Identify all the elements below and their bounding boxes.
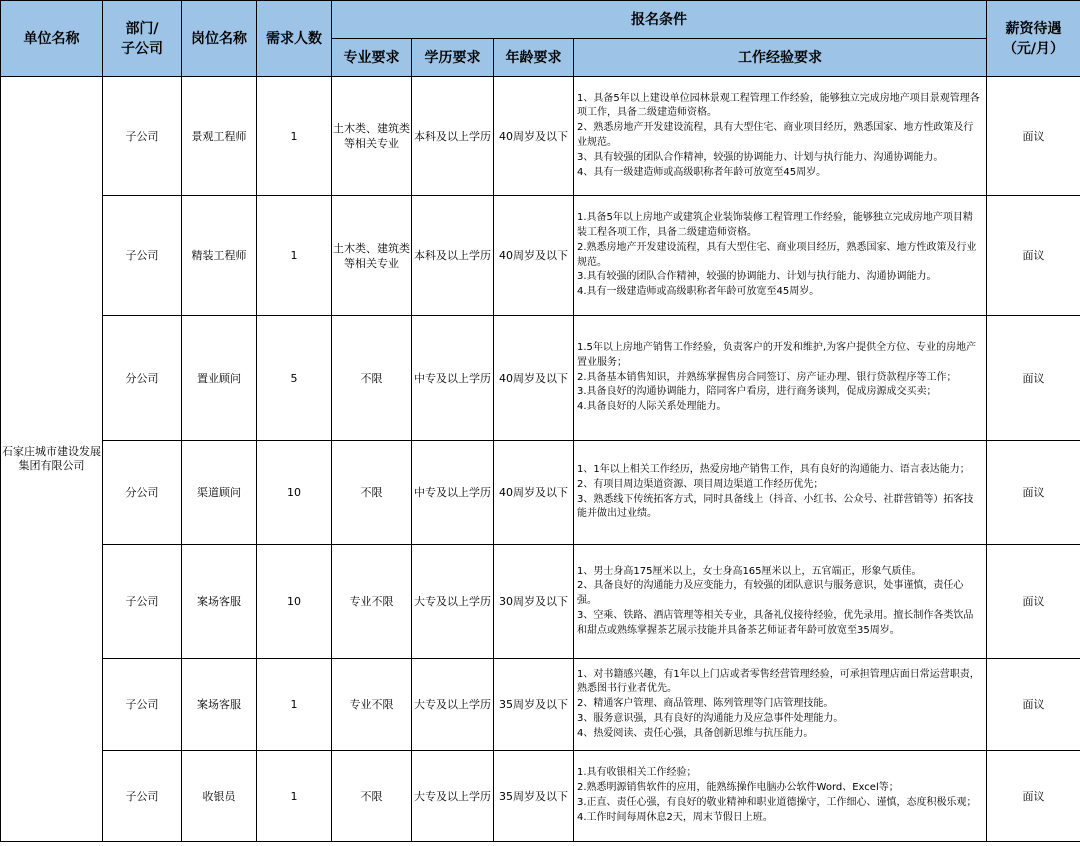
table-row (1, 77, 1080, 196)
education-cell: 本科及以上学历 (412, 196, 494, 316)
position-cell: 景观工程师 (182, 77, 257, 196)
table-row (1, 196, 1080, 316)
experience-cell (574, 196, 987, 316)
experience-line: 4.工作时间每周休息2天，周末节假日上班。 (577, 811, 773, 823)
table-row (1, 751, 1080, 842)
experience-cell (574, 316, 987, 441)
education-cell: 中专及以上学历 (412, 316, 494, 441)
company-name-cell: 石家庄城市建设发展集团有限公司 (1, 77, 103, 842)
dept-cell: 子公司 (103, 545, 182, 659)
header-unit-name: 单位名称 (1, 1, 103, 77)
major-cell: 专业不限 (332, 659, 412, 751)
experience-line: 2、熟悉房地产开发建设流程，具有大型住宅、商业项目经历，熟悉国家、地方性政策及行业规范。 (577, 122, 974, 148)
dept-cell: 子公司 (103, 77, 182, 196)
experience-line: 4.具备良好的人际关系处理能力。 (577, 401, 727, 413)
dept-cell: 分公司 (103, 441, 182, 545)
experience-line: 3、空乘、铁路、酒店管理等相关专业，具备礼仪接待经验，优先录用。擅长制作各类饮品和甜点或熟练掌握茶艺展示技能并具备茶艺师证者年龄可放宽至35周岁。 (577, 609, 974, 636)
experience-line: 2.熟悉明源销售软件的应用，能熟练操作电脑办公软件Word、Excel等； (577, 782, 899, 794)
age-cell: 40周岁及以下 (494, 77, 574, 196)
major-cell: 专业不限 (332, 545, 412, 659)
age-cell: 35周岁及以下 (494, 659, 574, 751)
table-header (1, 1, 1080, 77)
salary-cell: 面议 (987, 545, 1080, 659)
salary-cell: 面议 (987, 659, 1080, 751)
experience-line: 2、精通客户管理、商品管理、陈列管理等门店管理技能。 (577, 698, 834, 710)
salary-cell: 面议 (987, 316, 1080, 441)
count-cell: 1 (257, 77, 332, 196)
experience-cell (574, 441, 987, 545)
header-dept (103, 1, 182, 77)
age-cell: 35周岁及以下 (494, 751, 574, 842)
experience-line: 1、对书籍感兴趣，有1年以上门店或者零售经营管理经验，可承担管理店面日常运营职责，熟悉图书行业者优先。 (577, 668, 980, 695)
header-major: 专业要求 (332, 39, 412, 77)
experience-cell (574, 545, 987, 659)
table-body (1, 77, 1080, 842)
position-cell: 案场客服 (182, 545, 257, 659)
major-cell: 土木类、建筑类等相关专业 (332, 196, 412, 316)
count-cell: 1 (257, 196, 332, 316)
table-row (1, 441, 1080, 545)
experience-line: 1、具备5年以上建设单位园林景观工程管理工作经验，能够独立完成房地产项目景观管理各项工作，具备二级建造师资格。 (577, 92, 980, 119)
age-cell: 40周岁及以下 (494, 316, 574, 441)
experience-line: 2.熟悉房地产开发建设流程，具有大型住宅、商业项目经历，熟悉国家、地方性政策及行业规范。 (577, 241, 977, 268)
experience-line: 1、1年以上相关工作经历，热爱房地产销售工作，具有良好的沟通能力、语言表达能力； (577, 463, 970, 475)
table-row (1, 545, 1080, 659)
experience-line: 3、熟悉线下传统拓客方式，同时具备线上（抖音、小红书、公众号、社群营销等）拓客技能并做出过业绩。 (577, 493, 974, 520)
experience-line: 3.正直、责任心强，有良好的敬业精神和职业道德操守，工作细心、谨慎，态度积极乐观； (577, 797, 977, 808)
experience-line: 4.具有一级建造师或高级职称者年龄可放宽至45周岁。 (577, 286, 820, 298)
age-cell: 40周岁及以下 (494, 441, 574, 545)
experience-line: 4、热爱阅读、责任心强，具备创新思维与抗压能力。 (577, 727, 814, 739)
experience-line: 4、具有一级建造师或高级职称者年龄可放宽至45周岁。 (577, 166, 827, 178)
experience-cell (574, 659, 987, 751)
experience-line: 2、具备良好的沟通能力及应变能力，有较强的团队意识与服务意识，处事谨慎，责任心强。 (577, 580, 964, 607)
dept-cell: 分公司 (103, 316, 182, 441)
salary-cell: 面议 (987, 77, 1080, 196)
position-cell: 置业顾问 (182, 316, 257, 441)
experience-line: 3、服务意识强，具有良好的沟通能力及应急事件处理能力。 (577, 712, 844, 724)
dept-cell: 子公司 (103, 196, 182, 316)
position-cell: 渠道顾问 (182, 441, 257, 545)
header-dept-line2: 子公司 (121, 40, 163, 57)
header-age: 年龄要求 (494, 39, 574, 77)
experience-line: 1、男士身高175厘米以上，女士身高165厘米以上，五官端正，形象气质佳。 (577, 565, 922, 577)
education-cell: 大专及以上学历 (412, 751, 494, 842)
experience-cell (574, 77, 987, 196)
position-cell: 收银员 (182, 751, 257, 842)
major-cell: 土木类、建筑类等相关专业 (332, 77, 412, 196)
header-salary (987, 1, 1080, 77)
major-cell: 不限 (332, 751, 412, 842)
count-cell: 1 (257, 751, 332, 842)
count-cell: 1 (257, 659, 332, 751)
dept-cell: 子公司 (103, 659, 182, 751)
salary-cell: 面议 (987, 196, 1080, 316)
header-salary-line1: 薪资待遇 (1005, 20, 1062, 37)
header-requirements: 报名条件 (332, 1, 987, 39)
dept-cell: 子公司 (103, 751, 182, 842)
experience-line: 3.具有较强的团队合作精神，较强的协调能力、计划与执行能力、沟通协调能力。 (577, 271, 937, 283)
salary-cell: 面议 (987, 751, 1080, 842)
major-cell: 不限 (332, 441, 412, 545)
experience-line: 1.具备5年以上房地产或建筑企业装饰装修工程管理工作经验，能够独立完成房地产项目精装工程各项工作，具备二级建造师资格。 (577, 212, 973, 238)
education-cell: 中专及以上学历 (412, 441, 494, 545)
experience-line: 3.具备良好的沟通协调能力，陪同客户看房，进行商务谈判，促成房源成交买卖； (577, 386, 937, 398)
experience-line: 1.5年以上房地产销售工作经验，负责客户的开发和维护,为客户提供全方位、专业的房地产置业服务； (577, 342, 977, 368)
header-headcount: 需求人数 (257, 1, 332, 77)
table-row (1, 316, 1080, 441)
header-education: 学历要求 (412, 39, 494, 77)
header-salary-line2: （元/月） (1002, 40, 1065, 57)
experience-line: 3、具有较强的团队合作精神，较强的协调能力、计划与执行能力、沟通协调能力。 (577, 151, 944, 163)
table-row (1, 659, 1080, 751)
experience-line: 2、有项目周边渠道资源、项目周边渠道工作经历优先； (577, 478, 824, 490)
count-cell: 10 (257, 545, 332, 659)
experience-line: 2.具备基本销售知识，并熟练掌握售房合同签订、房产证办理、银行贷款程序等工作； (577, 371, 957, 383)
header-position: 岗位名称 (182, 1, 257, 77)
header-experience: 工作经验要求 (574, 39, 987, 77)
age-cell: 40周岁及以下 (494, 196, 574, 316)
experience-cell (574, 751, 987, 842)
position-cell: 精装工程师 (182, 196, 257, 316)
count-cell: 5 (257, 316, 332, 441)
education-cell: 本科及以上学历 (412, 77, 494, 196)
experience-line: 1.具有收银相关工作经验； (577, 767, 697, 779)
major-cell: 不限 (332, 316, 412, 441)
header-dept-line1: 部门/ (125, 20, 159, 37)
education-cell: 大专及以上学历 (412, 659, 494, 751)
count-cell: 10 (257, 441, 332, 545)
age-cell: 30周岁及以下 (494, 545, 574, 659)
position-cell: 案场客服 (182, 659, 257, 751)
salary-cell: 面议 (987, 441, 1080, 545)
education-cell: 大专及以上学历 (412, 545, 494, 659)
